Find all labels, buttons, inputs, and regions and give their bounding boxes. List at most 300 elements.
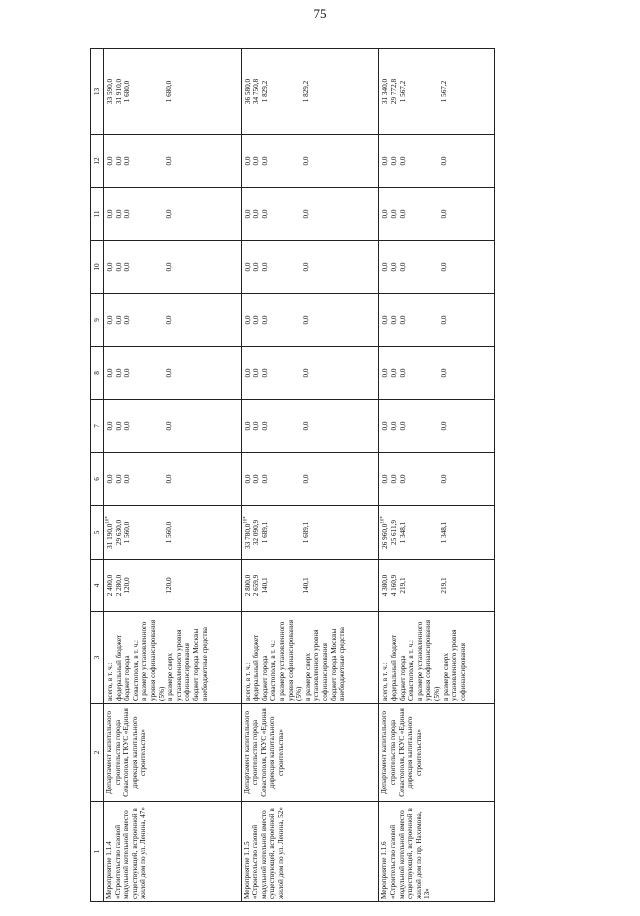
value-text: 0,0: [114, 421, 123, 431]
value-cell: [104, 241, 242, 294]
funding-source-label: федеральный бюджет: [114, 634, 123, 701]
value-spacer: [407, 349, 440, 397]
value-spacer: [269, 508, 302, 557]
value-line: [106, 402, 115, 450]
value-spacer: [269, 455, 302, 503]
financing-table: [90, 48, 495, 902]
value-line: [115, 51, 124, 132]
value-line: [399, 243, 408, 291]
column-header: 7: [91, 400, 104, 453]
value-text: 0,0: [389, 262, 398, 272]
value-line: [165, 455, 174, 503]
value-line: [115, 190, 124, 238]
value-text: 2 659,9: [252, 574, 261, 597]
value-text: 0,0: [440, 368, 449, 378]
value-cell: [104, 294, 242, 347]
value-line: [399, 562, 408, 609]
value-text: 0,0: [106, 262, 114, 272]
value-line: [165, 137, 174, 185]
value-text: 0,0: [243, 262, 252, 272]
value-spacer: [407, 508, 440, 557]
value-text: 0,0: [381, 421, 390, 431]
value-line: [165, 190, 174, 238]
value-line: [244, 349, 253, 397]
value-cell: [379, 49, 495, 135]
value-line: [302, 190, 311, 238]
column-header: 9: [91, 294, 104, 347]
value-cell: [241, 241, 379, 294]
value-line: [123, 349, 132, 397]
value-spacer: [269, 51, 302, 132]
value-text: 140,1: [302, 577, 311, 594]
column-header: 12: [91, 135, 104, 188]
value-line: [302, 455, 311, 503]
value-line: [252, 190, 261, 238]
funding-source-label: федеральный бюджет: [252, 634, 261, 701]
value-line: [390, 190, 399, 238]
value-text: 0,0: [302, 368, 311, 378]
value-line: [302, 137, 311, 185]
value-line: [390, 349, 399, 397]
value-line: [115, 243, 124, 291]
value-spacer: [407, 190, 440, 238]
value-text: 0,0: [243, 156, 252, 166]
value-line: [165, 51, 174, 132]
value-line: [252, 455, 261, 503]
value-text: 4 160,9: [389, 574, 398, 597]
value-text: 0,0: [252, 262, 261, 272]
value-text: 0,0: [164, 421, 173, 431]
value-text: 0,0: [398, 421, 407, 431]
value-cell: [241, 49, 379, 135]
value-line: [252, 243, 261, 291]
value-spacer: [407, 455, 440, 503]
column-header: 6: [91, 453, 104, 506]
value-line: [115, 455, 124, 503]
value-line: [106, 296, 115, 344]
value-text: 0,0: [260, 368, 269, 378]
value-line: [399, 455, 408, 503]
value-line: [381, 562, 390, 609]
value-line: [244, 455, 253, 503]
value-cell: [104, 560, 242, 612]
value-text: 0,0: [243, 421, 252, 431]
value-cell: [104, 506, 242, 560]
value-line: [106, 455, 115, 503]
funding-source-label: бюджет города Севастополя, в т. ч.:: [398, 639, 416, 701]
value-text: 0,0: [252, 156, 261, 166]
value-line: [123, 190, 132, 238]
value-spacer: [132, 137, 165, 185]
value-text: 0,0: [381, 262, 390, 272]
value-text: 0,0: [260, 474, 269, 484]
value-line: [252, 349, 261, 397]
value-line: [123, 562, 132, 609]
value-line: [399, 190, 408, 238]
value-text: 0,0: [389, 368, 398, 378]
value-spacer: [269, 243, 302, 291]
value-spacer: [407, 402, 440, 450]
value-cell: [379, 506, 495, 560]
value-text: 140,1: [260, 577, 269, 594]
value-text: 219,1: [440, 577, 449, 594]
value-text: 0,0: [106, 209, 114, 219]
column-header: 13: [91, 49, 104, 135]
funding-source-label: бюджет города Севастополя, в т. ч.:: [123, 639, 140, 701]
column-header: 2: [91, 704, 104, 802]
value-text: 36 580,0: [243, 78, 252, 105]
value-text: 0,0: [123, 209, 132, 219]
value-line: [390, 296, 399, 344]
value-text: 0,0: [114, 156, 123, 166]
event-cell: Мероприятие 1.1.4 «Строительство газовой модульной котельной вместо существующей, встроенной в жилой дом по ул. Ленина, 47»: [104, 802, 242, 902]
value-line: [123, 137, 132, 185]
page-number: 75: [313, 6, 327, 21]
value-line: [390, 508, 399, 557]
funding-source-label: в размере установленного уровня софинансирования (5%): [140, 619, 166, 701]
value-line: [123, 402, 132, 450]
value-text: 1 567,2: [398, 80, 407, 103]
value-text: 1 829,2: [302, 80, 311, 103]
value-text: 1 560,0: [164, 521, 173, 544]
funding-source-label: в размере установленного уровня софинансирования (5%): [415, 619, 441, 701]
value-text: 0,0: [243, 315, 252, 325]
value-line: [302, 349, 311, 397]
value-line: [123, 296, 132, 344]
value-text: 0,0: [440, 315, 449, 325]
value-text: 0,0: [260, 156, 269, 166]
value-line: [244, 402, 253, 450]
value-text: 0,0: [260, 315, 269, 325]
value-line: [244, 137, 253, 185]
value-text: 31 340,0: [381, 78, 390, 105]
value-line: [252, 137, 261, 185]
value-spacer: [132, 455, 165, 503]
value-line: [252, 562, 261, 609]
value-line: [123, 508, 132, 557]
value-text: 120,0: [164, 577, 173, 594]
value-line: [165, 402, 174, 450]
value-cell: [241, 400, 379, 453]
value-line: [106, 190, 115, 238]
value-text: 0,0: [243, 368, 252, 378]
value-spacer: [269, 562, 302, 609]
value-text: 0,0: [164, 209, 173, 219]
value-text: 0,0: [302, 156, 311, 166]
value-line: [261, 562, 270, 609]
value-line: [302, 562, 311, 609]
funding-sources-cell: [379, 612, 495, 704]
value-cell: [241, 294, 379, 347]
value-cell: [104, 49, 242, 135]
value-text: 29 772,8: [389, 78, 398, 105]
value-line: [261, 402, 270, 450]
funding-source-label: бюджет города Севастополя, в т. ч.:: [260, 639, 278, 701]
value-line: [261, 190, 270, 238]
rotated-table-container: [90, 49, 495, 902]
value-text: 0,0: [164, 156, 173, 166]
value-spacer: [407, 562, 440, 609]
value-cell: [379, 135, 495, 188]
value-text: 0,0: [398, 209, 407, 219]
value-text: 0,0: [252, 368, 261, 378]
value-text: 0,0: [252, 315, 261, 325]
value-line: [261, 137, 270, 185]
funding-sources-cell: [104, 612, 242, 704]
value-cell: [104, 347, 242, 400]
value-line: [261, 243, 270, 291]
value-text: 0,0: [106, 368, 114, 378]
value-line: [165, 349, 174, 397]
value-cell: [379, 453, 495, 506]
value-text: 2 400,0: [106, 574, 114, 597]
value-text: 2 280,0: [114, 574, 123, 597]
value-line: [252, 51, 261, 132]
value-cell: [379, 347, 495, 400]
value-line: [399, 402, 408, 450]
value-line: [244, 296, 253, 344]
value-text: 33 590,0: [106, 78, 114, 105]
value-text: 0,0: [260, 209, 269, 219]
value-text: 1 680,0: [164, 80, 173, 103]
value-line: [440, 455, 449, 503]
value-line: [244, 243, 253, 291]
value-text: 0,0: [123, 421, 132, 431]
event-cell: Мероприятие 1.1.6 «Строительство газовой модульной котельной вместо существующей, встроенной в жилой дом по пр. Нахимова, 13»: [379, 802, 495, 902]
funding-source-label: бюджет города Москвы: [191, 628, 200, 701]
value-line: [106, 243, 115, 291]
value-spacer: [132, 243, 165, 291]
value-cell: [379, 241, 495, 294]
column-header: 5: [91, 506, 104, 560]
value-text: 31 190,0: [106, 523, 114, 549]
value-text: 1 689,1: [260, 521, 269, 544]
value-line: [261, 296, 270, 344]
value-line: [399, 508, 408, 557]
value-text: 33 780,0: [243, 523, 252, 549]
value-line: [440, 51, 449, 132]
value-line: [115, 562, 124, 609]
value-line: [302, 51, 311, 132]
footnote-mark: 10*: [243, 516, 249, 524]
funding-source-label: в размере установленного уровня софинансирования (5%): [278, 619, 304, 701]
value-line: [381, 243, 390, 291]
footnote-mark: 10*: [105, 516, 111, 524]
value-line: [390, 51, 399, 132]
column-header: 1: [91, 802, 104, 902]
value-cell: [379, 294, 495, 347]
value-text: 0,0: [389, 156, 398, 166]
column-header: 4: [91, 560, 104, 612]
column-header: 3: [91, 612, 104, 704]
value-text: 0,0: [114, 474, 123, 484]
funding-source-label: в размере сверх установленного уровня софинансирования: [166, 629, 192, 701]
value-text: 0,0: [302, 315, 311, 325]
value-line: [115, 349, 124, 397]
value-cell: [241, 347, 379, 400]
value-cell: [104, 188, 242, 241]
value-text: 0,0: [114, 209, 123, 219]
value-line: [302, 402, 311, 450]
value-text: 0,0: [252, 209, 261, 219]
value-cell: [241, 135, 379, 188]
value-text: 0,0: [164, 262, 173, 272]
value-text: 0,0: [106, 474, 114, 484]
value-line: [252, 402, 261, 450]
value-text: 0,0: [389, 474, 398, 484]
executor-cell: Департамент капитального строительства города Севастополя, ГКУС «Единая дирекция капитального строительства»: [104, 704, 242, 802]
value-spacer: [407, 243, 440, 291]
funding-source-label: всего, в т. ч.:: [243, 662, 252, 701]
value-line: [106, 562, 115, 609]
value-text: 0,0: [106, 156, 114, 166]
value-line: [399, 51, 408, 132]
value-spacer: [269, 190, 302, 238]
value-text: 0,0: [164, 474, 173, 484]
value-line: [390, 402, 399, 450]
value-text: 34 750,8: [252, 78, 261, 105]
column-number-row: [91, 49, 104, 902]
value-line: [302, 508, 311, 557]
value-line: [440, 508, 449, 557]
value-cell: [379, 560, 495, 612]
funding-source-label: бюджет города Москвы: [329, 628, 338, 701]
value-text: 0,0: [123, 262, 132, 272]
value-text: 2 800,0: [243, 574, 252, 597]
value-cell: [241, 506, 379, 560]
value-text: 0,0: [243, 474, 252, 484]
value-text: 0,0: [440, 474, 449, 484]
value-text: 0,0: [389, 421, 398, 431]
funding-source-label: внебюджетные средства: [200, 627, 209, 701]
value-line: [252, 508, 261, 557]
value-text: 1 348,1: [440, 521, 449, 544]
value-spacer: [407, 137, 440, 185]
value-line: [115, 508, 124, 557]
value-line: [115, 137, 124, 185]
value-line: [399, 137, 408, 185]
event-cell: Мероприятие 1.1.5 «Строительство газовой модульной котельной вместо существующей, встроенной в жилой дом по ул. Ленина, 52»: [241, 802, 379, 902]
value-cell: [104, 135, 242, 188]
value-text: 0,0: [302, 262, 311, 272]
value-cell: [241, 188, 379, 241]
value-text: 0,0: [114, 262, 123, 272]
value-line: [381, 190, 390, 238]
value-line: [244, 190, 253, 238]
value-text: 0,0: [381, 474, 390, 484]
value-spacer: [132, 402, 165, 450]
value-line: [165, 296, 174, 344]
value-line: [440, 562, 449, 609]
value-text: 0,0: [302, 474, 311, 484]
value-text: 0,0: [106, 421, 114, 431]
value-text: 4 380,0: [381, 574, 390, 597]
value-line: [381, 402, 390, 450]
table-row: [241, 49, 379, 902]
value-line: [381, 296, 390, 344]
value-text: 0,0: [389, 315, 398, 325]
value-line: [381, 349, 390, 397]
value-text: 1 689,1: [302, 521, 311, 544]
value-text: 120,0: [123, 577, 132, 594]
value-text: 1 680,0: [123, 80, 132, 103]
value-line: [302, 296, 311, 344]
value-text: 25 611,9: [389, 520, 398, 545]
value-line: [261, 455, 270, 503]
value-spacer: [407, 296, 440, 344]
value-text: 0,0: [398, 262, 407, 272]
value-line: [106, 51, 115, 132]
value-line: [440, 349, 449, 397]
value-text: 1 567,2: [440, 80, 449, 103]
value-line: [106, 508, 115, 557]
value-spacer: [132, 508, 165, 557]
value-text: 0,0: [302, 421, 311, 431]
value-spacer: [132, 296, 165, 344]
value-text: 0,0: [381, 156, 390, 166]
value-line: [381, 51, 390, 132]
value-line: [165, 562, 174, 609]
value-text: 0,0: [381, 209, 390, 219]
value-text: 0,0: [252, 421, 261, 431]
value-spacer: [132, 51, 165, 132]
funding-source-label: в размере сверх установленного уровня софинансирования: [303, 629, 330, 701]
value-spacer: [269, 402, 302, 450]
value-line: [440, 190, 449, 238]
value-text: 0,0: [260, 421, 269, 431]
value-spacer: [407, 51, 440, 132]
value-line: [244, 51, 253, 132]
value-text: 0,0: [123, 156, 132, 166]
value-line: [244, 562, 253, 609]
value-text: 0,0: [398, 315, 407, 325]
value-cell: [104, 453, 242, 506]
value-line: [115, 402, 124, 450]
value-text: 0,0: [440, 262, 449, 272]
value-text: 0,0: [389, 209, 398, 219]
value-line: [381, 455, 390, 503]
value-text: 0,0: [114, 368, 123, 378]
value-line: [261, 51, 270, 132]
value-line: [399, 349, 408, 397]
column-header: 11: [91, 188, 104, 241]
column-header: 8: [91, 347, 104, 400]
table-row: [104, 49, 242, 902]
value-text: 0,0: [398, 156, 407, 166]
value-cell: [379, 188, 495, 241]
funding-sources-cell: [241, 612, 379, 704]
funding-source-label: федеральный бюджет: [389, 634, 398, 701]
value-line: [390, 455, 399, 503]
value-spacer: [269, 137, 302, 185]
value-text: 0,0: [114, 315, 123, 325]
value-line: [106, 349, 115, 397]
value-line: [302, 243, 311, 291]
value-spacer: [269, 349, 302, 397]
value-line: [399, 296, 408, 344]
value-line: [261, 349, 270, 397]
value-text: 0,0: [243, 209, 252, 219]
value-line: [165, 243, 174, 291]
value-text: 31 910,0: [114, 78, 123, 105]
value-line: [440, 243, 449, 291]
value-text: 0,0: [123, 315, 132, 325]
value-line: [123, 51, 132, 132]
value-line: [123, 243, 132, 291]
value-line: [440, 402, 449, 450]
value-text: 0,0: [302, 209, 311, 219]
value-text: 29 630,0: [114, 519, 123, 546]
